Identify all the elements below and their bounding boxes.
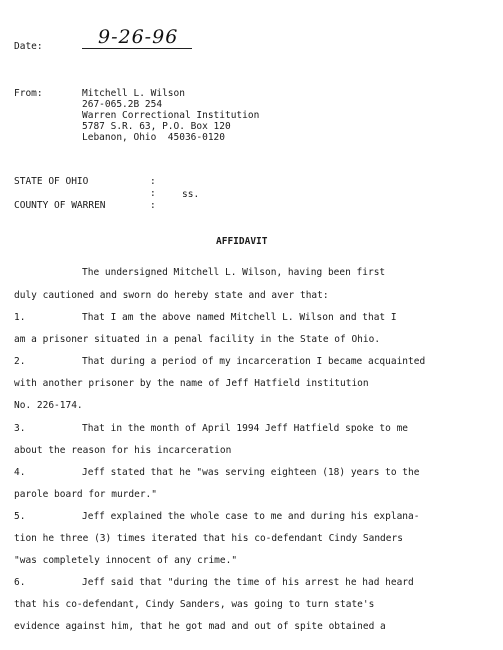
caption-ss: ss. [182, 189, 200, 200]
body-line: Jeff said that "during the time of his arrest he had heard [82, 577, 414, 588]
date-underline [82, 48, 192, 49]
body-line: That in the month of April 1994 Jeff Hatfield spoke to me [82, 423, 409, 434]
paragraph-number: 6. [14, 577, 26, 588]
sender-name: Mitchell L. Wilson [82, 88, 185, 99]
caption-colon: : [150, 200, 156, 211]
body-line: that his co-defendant, Cindy Sanders, was going to turn state's [14, 599, 375, 610]
body-line: That I am the above named Mitchell L. Wilson and that I [82, 312, 397, 323]
paragraph-number: 4. [14, 467, 26, 478]
body-line: "was completely innocent of any crime." [14, 555, 238, 566]
body-line: Jeff stated that he "was serving eighteen (18) years to the [82, 467, 420, 478]
paragraph-number: 2. [14, 356, 26, 367]
caption-state: STATE OF OHIO [14, 176, 89, 187]
paragraph-number: 1. [14, 312, 26, 323]
body-line: That during a period of my incarceration I became acquainted [82, 356, 426, 367]
date-label: Date: [14, 41, 43, 52]
body-line: No. 226-174. [14, 400, 83, 411]
caption-county: COUNTY OF WARREN [14, 200, 106, 211]
sender-number: 267-065.2B 254 [82, 99, 163, 110]
body-line: am a prisoner situated in a penal facility in the State of Ohio. [14, 334, 381, 345]
body-line: evidence against him, that he got mad and out of spite obtained a [14, 621, 386, 632]
paragraph-number: 3. [14, 423, 26, 434]
body-line: parole board for murder." [14, 489, 157, 500]
document-title: AFFIDAVIT [216, 236, 268, 247]
sender-city: Lebanon, Ohio 45036-0120 [82, 132, 225, 143]
caption-colon: : [150, 188, 156, 199]
body-line: about the reason for his incarceration [14, 445, 232, 456]
sender-institution: Warren Correctional Institution [82, 110, 260, 121]
body-line: duly cautioned and sworn do hereby state and aver that: [14, 290, 329, 301]
body-line: with another prisoner by the name of Jeff Hatfield institution [14, 378, 369, 389]
body-line: tion he three (3) times iterated that his co-defendant Cindy Sanders [14, 533, 403, 544]
caption-colon: : [150, 176, 156, 187]
body-line: Jeff explained the whole case to me and during his explana- [82, 511, 420, 522]
body-line: The undersigned Mitchell L. Wilson, having been first [82, 267, 386, 278]
sender-street: 5787 S.R. 63, P.O. Box 120 [82, 121, 231, 132]
from-label: From: [14, 88, 43, 99]
paragraph-number: 5. [14, 511, 26, 522]
handwritten-date: 9-26-96 [98, 26, 179, 48]
